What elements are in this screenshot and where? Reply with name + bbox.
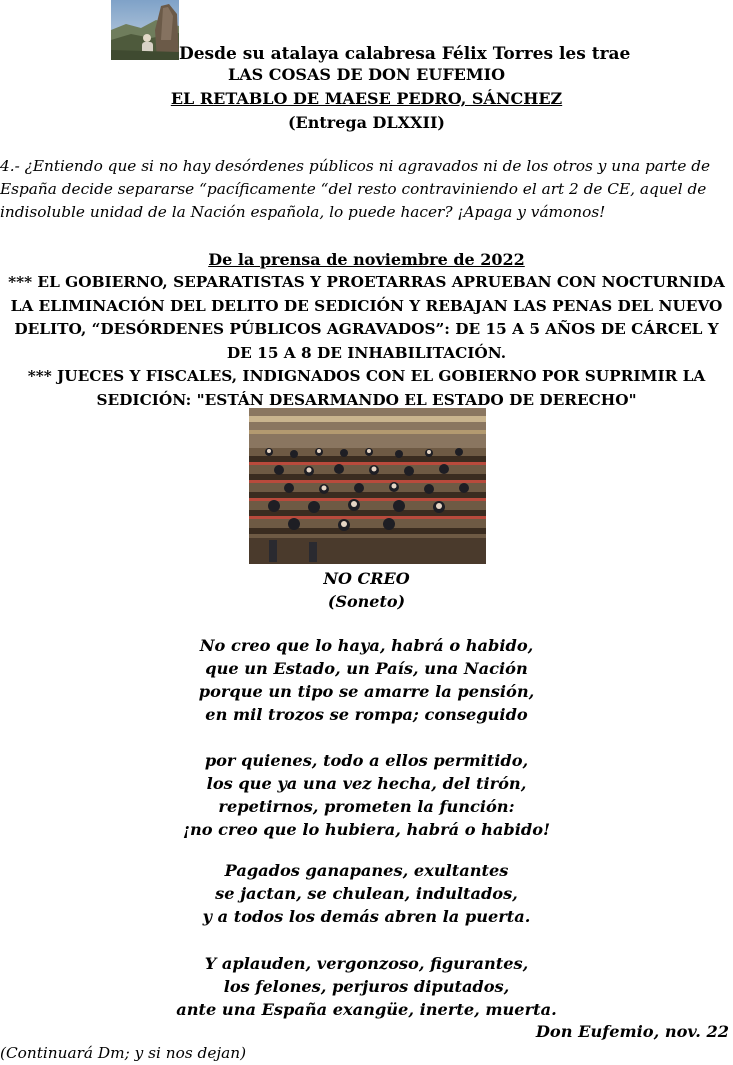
installment: (Entrega DLXXII): [287, 113, 445, 132]
byline: Desde su atalaya calabresa Félix Torres les trae: [179, 44, 631, 64]
poem-line: los felones, perjuros diputados,: [223, 977, 510, 996]
signature: Don Eufemio, nov. 22: [535, 1022, 729, 1041]
poem-stanza-1: [0, 634, 733, 726]
poem-line: los que ya una vez hecha, del tirón,: [206, 774, 527, 793]
poem-line: ¡no creo que lo hubiera, habrá o habido!: [182, 820, 551, 839]
header: [0, 0, 733, 62]
poem-line: Y aplauden, vergonzoso, figurantes,: [204, 954, 529, 973]
poem-stanza-2: [0, 749, 733, 841]
poem-line: se jactan, se chulean, indultados,: [215, 884, 518, 903]
series-title: LAS COSAS DE DON EUFEMIO: [227, 65, 506, 84]
author-photo: [111, 0, 179, 60]
poem-line: ante una España exangüe, inerte, muerta.: [176, 1000, 557, 1019]
poem-line: en mil trozos se rompa; conseguido: [205, 705, 528, 724]
poem-line: y a todos los demás abren la puerta.: [202, 907, 531, 926]
parliament-photo-icon: [249, 408, 486, 564]
press-section-title: De la prensa de noviembre de 2022: [208, 250, 525, 269]
poem-line: Pagados ganapanes, exultantes: [224, 861, 509, 880]
press-headlines: [0, 271, 733, 412]
parliament-photo: [249, 408, 486, 564]
poem-subtitle: (Soneto): [327, 592, 406, 611]
poem-line: que un Estado, un País, una Nación: [205, 659, 528, 678]
poem-line: No creo que lo haya, habrá o habido,: [199, 636, 534, 655]
author-landscape-photo-icon: [111, 0, 179, 60]
footer-note: (Continuará Dm; y si nos dejan): [0, 1044, 247, 1062]
poem-line: repetirnos, prometen la función:: [218, 797, 515, 816]
poem-title: NO CREO: [323, 569, 410, 588]
poem-stanza-4: [0, 952, 733, 1021]
poem-stanza-3: [0, 859, 733, 928]
poem-line: porque un tipo se amarre la pensión,: [198, 682, 535, 701]
intro-paragraph: 4.- ¿Entiendo que si no hay desórdenes públicos ni agravados ni de los otros y una parte de España decide separarse “pacíficamente “del resto contraviniendo el art 2 de CE, aquel de indisoluble unidad de la Nación española, lo puede hacer? ¡Apaga y vámonos!: [0, 157, 711, 221]
headline-2: *** JUECES Y FISCALES, INDIGNADOS CON EL GOBIERNO POR SUPRIMIR LA SEDICIÓN: "ESTÁN DESARMANDO EL ESTADO DE DERECHO": [27, 367, 706, 409]
column-title: EL RETABLO DE MAESE PEDRO, SÁNCHEZ: [170, 89, 563, 108]
poem-line: por quienes, todo a ellos permitido,: [204, 751, 529, 770]
headline-1: *** EL GOBIERNO, SEPARATISTAS Y PROETARRAS APRUEBAN CON NOCTURNIDA LA ELIMINACIÓN DEL DELITO DE SEDICIÓN Y REBAJAN LAS PENAS DEL NUEVO DELITO, “DESÓRDENES PÚBLICOS AGRAVADOS”: DE 15 A 5 AÑOS DE CÁRCEL Y DE 15 A 8 DE INHABILITACIÓN.: [8, 273, 725, 362]
